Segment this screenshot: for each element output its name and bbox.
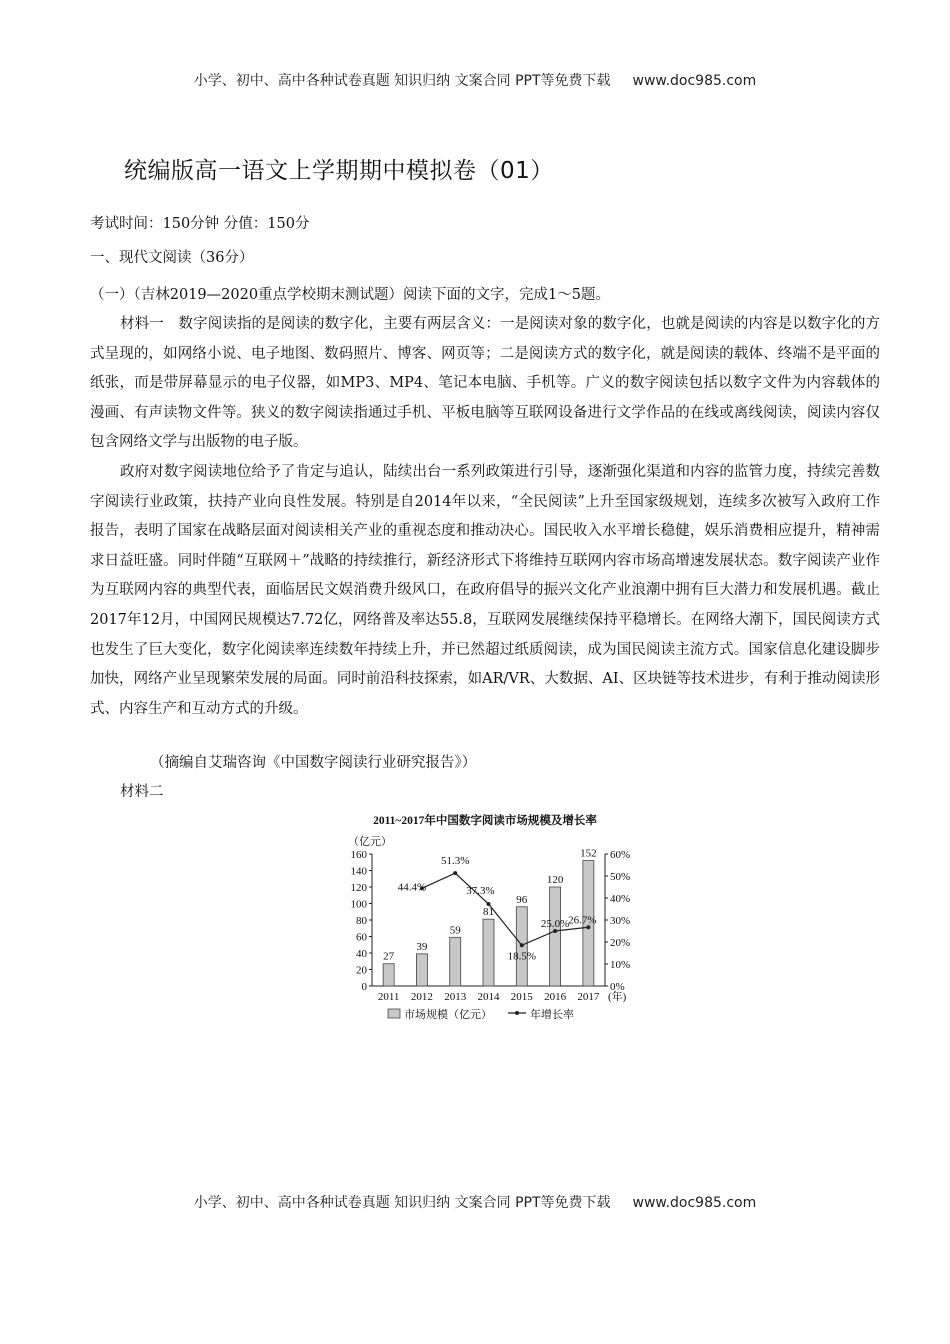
- material2-label: 材料二: [120, 784, 164, 800]
- chart-legend: [388, 1007, 574, 1021]
- x-tick-label: 2015: [510, 991, 533, 1003]
- right-tick-label: 40%: [610, 893, 631, 905]
- right-tick-label: 20%: [610, 937, 631, 949]
- left-tick-label: 40: [356, 948, 367, 960]
- bar-value-label: 39: [416, 940, 428, 953]
- left-tick-label: 60: [356, 931, 367, 944]
- right-tick-label: 10%: [610, 959, 631, 971]
- growth-line: [422, 873, 588, 945]
- bar: [550, 887, 561, 986]
- left-tick-label: 140: [350, 865, 367, 878]
- growth-label: 18.5%: [507, 950, 536, 963]
- bar-value-label: 96: [516, 893, 528, 906]
- x-tick-label: 2016: [544, 991, 567, 1003]
- left-axis-label: （亿元）: [348, 836, 392, 848]
- legend-bar-swatch: [388, 1009, 400, 1018]
- bar-value-label: 152: [580, 847, 597, 860]
- legend-line-marker: [515, 1011, 519, 1015]
- growth-label: 44.4%: [397, 881, 427, 894]
- subsection-heading: （一）（吉林2019—2020重点学校期末测试题）阅读下面的文字，完成1～5题。: [90, 287, 611, 303]
- legend-bar-label: 市场规模（亿元）: [404, 1009, 492, 1021]
- page-footer: [0, 1192, 950, 1212]
- bar: [483, 919, 494, 986]
- page-header: [0, 70, 950, 90]
- growth-label: 51.3%: [441, 855, 470, 868]
- x-tick-label: 2014: [477, 991, 500, 1003]
- bar: [416, 954, 427, 986]
- footer-text: 小学、初中、高中各种试卷真题 知识归纳 文案合同 PPT等免费下载: [193, 1195, 611, 1211]
- right-tick-label: 60%: [610, 849, 631, 861]
- section-heading: 一、现代文阅读（36分）: [90, 250, 254, 266]
- bar-value-label: 81: [483, 906, 494, 919]
- page-title: 统编版高一语文上学期期中模拟卷（01）: [124, 158, 554, 184]
- material1-paragraph2: 政府对数字阅读地位给予了肯定与追认，陆续出台一系列政策进行引导，逐渐强化渠道和内容的监管力度，持续完善数字阅读行业政策，扶持产业向良性发展。特别是自2014年以来，“全民阅读”上升至国家级规划，连续多次被写入政府工作报告，表明了国家在战略层面对阅读相关产业的重视态度和推动决心。国民收入水平增长稳健，娱乐消费相应提升，精神需求日益旺盛。同时伴随“互联网＋”战略的持续推行，新经济形式下将维持互联网内容市场高增速发展状态。数字阅读产业作为互联网内容的典型代表，面临居民文娱消费升级风口，在政府倡导的振兴文化产业浪潮中拥有巨大潜力和发展机遇。截止2017年12月，中国网民规模达7.72亿，网络普及率达55.8，互联网发展继续保持平稳增长。在网络大潮下，国民阅读方式也发生了巨大变化，数字化阅读率连续数年持续上升，并已然超过纸质阅读，成为国民阅读主流方式。国家信息化建设脚步加快，网络产业呈现繁荣发展的局面。同时前沿科技探索，如AR/VR、大数据、AI、区块链等技术进步，有利于推动阅读形式、内容生产和互动方式的升级。: [90, 464, 880, 717]
- bar: [450, 937, 461, 986]
- growth-point: [453, 871, 457, 875]
- x-unit-label: (年): [608, 991, 627, 1003]
- chart-title: 2011~2017年中国数字阅读市场规模及增长率: [373, 815, 597, 827]
- x-tick-label: 2013: [444, 991, 467, 1003]
- bar-value-label: 27: [383, 950, 395, 963]
- x-tick-label: 2017: [577, 991, 600, 1003]
- chart-line: [398, 855, 597, 962]
- material1-paragraph1: 材料一 数字阅读指的是阅读的数字化，主要有两层含义：一是阅读对象的数字化，也就是阅读的内容是以数字化的方式呈现的，如网络小说、电子地图、数码照片、博客、网页等；二是阅读方式的数字化，就是阅读的载体、终端不是平面的纸张，而是带屏幕显示的电子仪器，如MP3、MP4、笔记本电脑、手机等。广义的数字阅读包括以数字文件为内容载体的漫画、有声读物文件等。狭义的数字阅读指通过手机、平板电脑等互联网设备进行文学作品的在线或离线阅读，阅读内容仅包含网络文学与出版物的电子版。: [90, 316, 880, 451]
- left-tick-label: 80: [356, 915, 367, 927]
- footer-url[interactable]: www.doc985.com: [632, 1195, 757, 1211]
- left-tick-label: 0: [361, 981, 367, 993]
- chart-bars: [383, 848, 596, 986]
- right-tick-label: 30%: [610, 915, 631, 927]
- growth-label: 25.0%: [540, 918, 570, 930]
- left-tick-label: 120: [350, 882, 367, 894]
- bar-value-label: 120: [546, 874, 564, 886]
- header-url[interactable]: www.doc985.com: [632, 73, 757, 89]
- left-tick-label: 100: [350, 898, 367, 911]
- bar-value-label: 59: [449, 924, 461, 937]
- left-tick-label: 160: [350, 849, 367, 861]
- bar: [383, 964, 394, 986]
- market-chart: [330, 808, 640, 1028]
- growth-point: [520, 943, 524, 947]
- growth-point: [487, 902, 491, 906]
- left-tick-label: 20: [356, 964, 367, 977]
- growth-label: 26.7%: [568, 914, 597, 927]
- growth-label: 37.3%: [466, 884, 495, 897]
- exam-info: 考试时间：150分钟 分值：150分: [90, 216, 310, 232]
- x-tick-label: 2011: [377, 991, 400, 1003]
- header-text: 小学、初中、高中各种试卷真题 知识归纳 文案合同 PPT等免费下载: [193, 73, 611, 89]
- right-tick-label: 50%: [610, 871, 631, 883]
- legend-line-label: 年增长率: [530, 1009, 574, 1021]
- right-tick-label: 0%: [610, 981, 625, 993]
- source-note: （摘编自艾瑞咨询《中国数字阅读行业研究报告》）: [150, 755, 477, 771]
- x-tick-label: 2012: [410, 991, 433, 1003]
